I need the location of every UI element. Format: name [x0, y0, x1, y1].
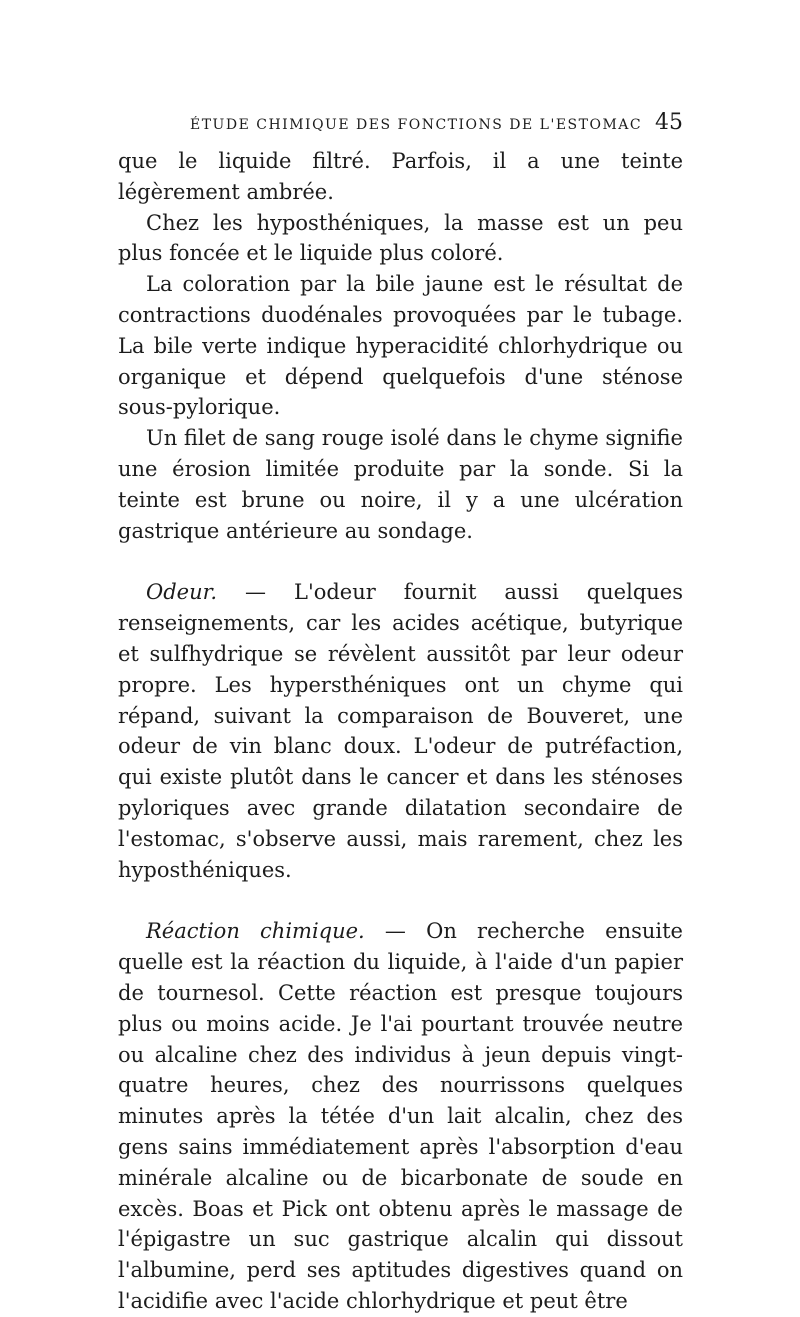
running-title: ÉTUDE CHIMIQUE DES FONCTIONS DE L'ESTOMAC: [190, 117, 643, 133]
paragraph-odeur: [118, 577, 683, 885]
page-number: 45: [655, 110, 683, 135]
reaction-text: — On recherche ensuite quelle est la réaction du liquide, à l'aide d'un papier de tournesol. Cette réaction est presque toujours plus ou moins acide. Je l'ai pourtant trouvée neutre ou alcaline chez des individus à jeun depuis vingt-quatre heures, chez des nourrissons quelques minutes après la tétée d'un lait alcalin, chez des gens sains immédiatement après l'absorption d'eau minérale alcaline ou de bicarbonate de soude en excès. Boas et Pick ont obtenu après le massage de l'épigastre un suc gastrique alcalin qui dissout l'albumine, perd ses aptitudes digestives quand on l'acidifie avec l'acide chlorhydrique et peut être: [118, 919, 683, 1313]
book-page: [118, 110, 683, 1317]
running-head: [118, 110, 683, 146]
paragraph-continuation: que le liquide filtré. Parfois, il a une teinte légèrement ambrée.: [118, 149, 683, 204]
paragraph-bile-coloration: La coloration par la bile jaune est le résultat de contractions duodénales provoquées par le tubage. La bile verte indique hyperacidité chlorhydrique ou organique et dépend quelquefois d'une sténose sous-pylorique.: [118, 272, 683, 420]
section-title-odeur: Odeur.: [146, 580, 218, 605]
paragraph-hyposthenic: Chez les hyposthéniques, la masse est un peu plus foncée et le liquide plus coloré.: [118, 210, 683, 266]
paragraph-blood-filament: Un filet de sang rouge isolé dans le chyme signifie une érosion limitée produite par la sonde. Si la teinte est brune ou noire, il y a une ulcération gastrique antérieure au sondage.: [118, 426, 683, 543]
section-title-reaction: Réaction chimique.: [146, 919, 365, 944]
odeur-text: — L'odeur fournit aussi quelques renseignements, car les acides acétique, butyrique et sulfhydrique se révèlent aussitôt par leur odeur propre. Les hypersthéniques ont un chyme qui répand, suivant la comparaison de Bouveret, une odeur de vin blanc doux. L'odeur de putréfaction, qui existe plutôt dans le cancer et dans les sténoses pyloriques avec grande dilatation secondaire de l'estomac, s'observe aussi, mais rarement, chez les hyposthéniques.: [118, 580, 683, 882]
paragraph-reaction-chimique: [118, 916, 683, 1316]
